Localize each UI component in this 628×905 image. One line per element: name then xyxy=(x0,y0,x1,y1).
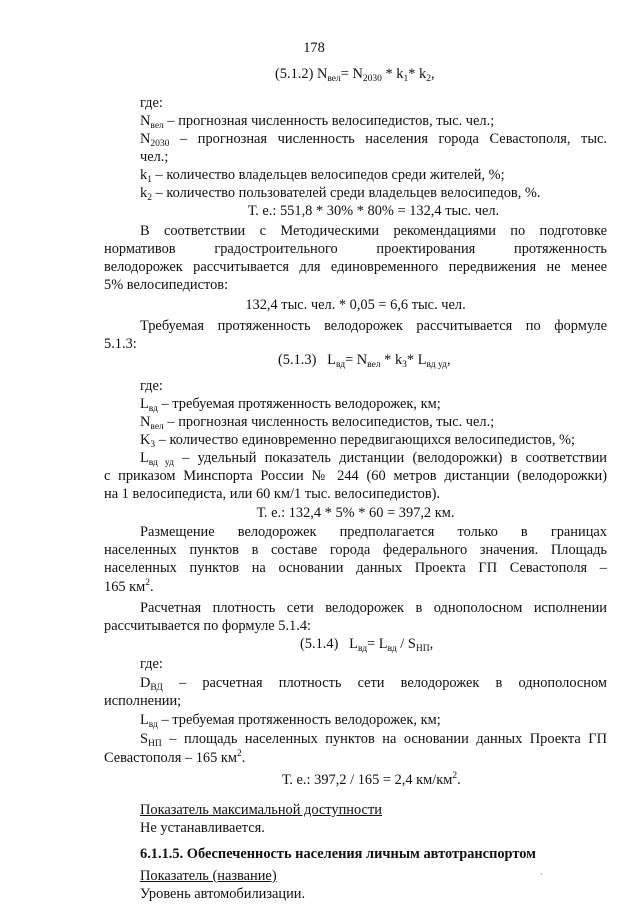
indicator-value: Уровень автомобилизации. xyxy=(140,886,306,902)
definition-l-vd: $L_{вд}$ – требуемая протяженность велодорожек, км; xyxy=(140,396,441,414)
where-label-3: где: xyxy=(140,656,163,672)
definition-k2: $k_2$ – количество пользователей среди владельцев велосипедов, %. xyxy=(140,185,541,203)
definition-s-np-cont: Севастополя – 165 $км^2$. xyxy=(104,749,246,766)
formula-5-1-2: (5.1.2) $N_{вел}= N_{2030} * k_1*$ $k_2$, xyxy=(275,66,435,84)
section-heading: 6.1.1.5. Обеспеченность населения личным автотранспортом xyxy=(140,846,536,862)
paragraph-3-line-4: 165 $км^2$. xyxy=(104,578,154,595)
paragraph-1-line-1: В соответствии с Методическими рекомендациями по подготовке xyxy=(140,223,607,239)
paragraph-3-line-2: населенных пунктов в составе города федерального значения. Площадь xyxy=(104,542,607,558)
paragraph-3-line-1: Размещение велодорожек предполагается только в границах xyxy=(140,524,607,540)
paragraph-4-line-2: рассчитывается по формуле 5.1.4: xyxy=(104,618,312,634)
paragraph-1-line-3: велодорожек рассчитывается для единовременного передвижения не менее xyxy=(104,259,607,275)
definition-l-vd-ud-cont-2: на 1 велосипедиста, или 60 км/1 тыс. велосипедистов). xyxy=(104,486,441,502)
definition-n-vel-2: $N_{вел}$ – прогнозная численность велосипедистов, тыс. чел.; xyxy=(140,414,495,432)
definition-s-np: $S_{НП}$ – площадь населенных пунктов на основании данных Проекта ГП xyxy=(140,731,607,749)
where-label: где: xyxy=(140,95,163,111)
calc-result-4: Т. е.: 397,2 / 165 = 2,4 $км/км^2$. xyxy=(282,771,461,788)
paragraph-2-line-2: 5.1.3: xyxy=(104,336,137,352)
definition-n-vel: $N_{вел}$ – прогнозная численность велосипедистов, тыс. чел.; xyxy=(140,113,495,131)
definition-l-vd-ud: $L_{вд уд}$ – удельный показатель дистанции (велодорожки) в соответствии xyxy=(140,450,607,468)
formula-5-1-3: (5.1.3) $L_{вд}= N_{вел} * k_3*$ $L_{вд уд}$, xyxy=(278,352,451,370)
definition-k1: $k_1$ – количество владельцев велосипедов среди жителей, %; xyxy=(140,167,505,185)
max-access-value: Не устанавливается. xyxy=(140,820,265,836)
paragraph-4-line-1: Расчетная плотность сети велодорожек в однополосном исполнении xyxy=(140,600,607,616)
page-number: 178 xyxy=(303,40,325,56)
paragraph-3-line-3: населенных пунктов на основании данных Проекта ГП Севастополя – xyxy=(104,560,607,576)
paragraph-2-line-1: Требуемая протяженность велодорожек рассчитывается по формуле xyxy=(140,318,607,334)
calc-result-3: Т. е.: 132,4 * 5% * 60 = 397,2 км. xyxy=(256,505,455,521)
definition-l-vd-ud-cont-1: с приказом Минспорта России № 244 (60 метров дистанции (велодорожки) xyxy=(104,468,607,484)
calc-result-2: 132,4 тыс. чел. * 0,05 = 6,6 тыс. чел. xyxy=(245,297,466,313)
formula-5-1-4: (5.1.4) $L_{вд}= L_{вд} / S_{НП}$, xyxy=(300,636,434,654)
definition-d-vd: $D_{ВД}$ – расчетная плотность сети велодорожек в однополосном xyxy=(140,675,607,693)
where-label-2: где: xyxy=(140,378,163,394)
definition-l-vd-2: $L_{вд}$ – требуемая протяженность велодорожек, км; xyxy=(140,712,441,730)
paragraph-1-line-2: нормативов градостроительного проектирования протяженность xyxy=(104,241,607,257)
calc-result-1: Т. е.: 551,8 * 30% * 80% = 132,4 тыс. чел. xyxy=(247,203,500,219)
definition-n-2030-cont: чел.; xyxy=(140,149,169,165)
definition-d-vd-cont: исполнении; xyxy=(104,693,182,709)
indicator-heading: Показатель (название) xyxy=(140,868,277,884)
definition-n-2030: $N_{2030}$ – прогнозная численность населения города Севастополя, тыс. xyxy=(140,131,607,149)
paragraph-1-line-4: 5% велосипедистов: xyxy=(104,277,229,293)
scan-speck: · xyxy=(540,870,543,879)
definition-k3: $K_3$ – количество единовременно передвигающихся велосипедистов, %; xyxy=(140,432,576,450)
max-access-heading: Показатель максимальной доступности xyxy=(140,802,382,818)
